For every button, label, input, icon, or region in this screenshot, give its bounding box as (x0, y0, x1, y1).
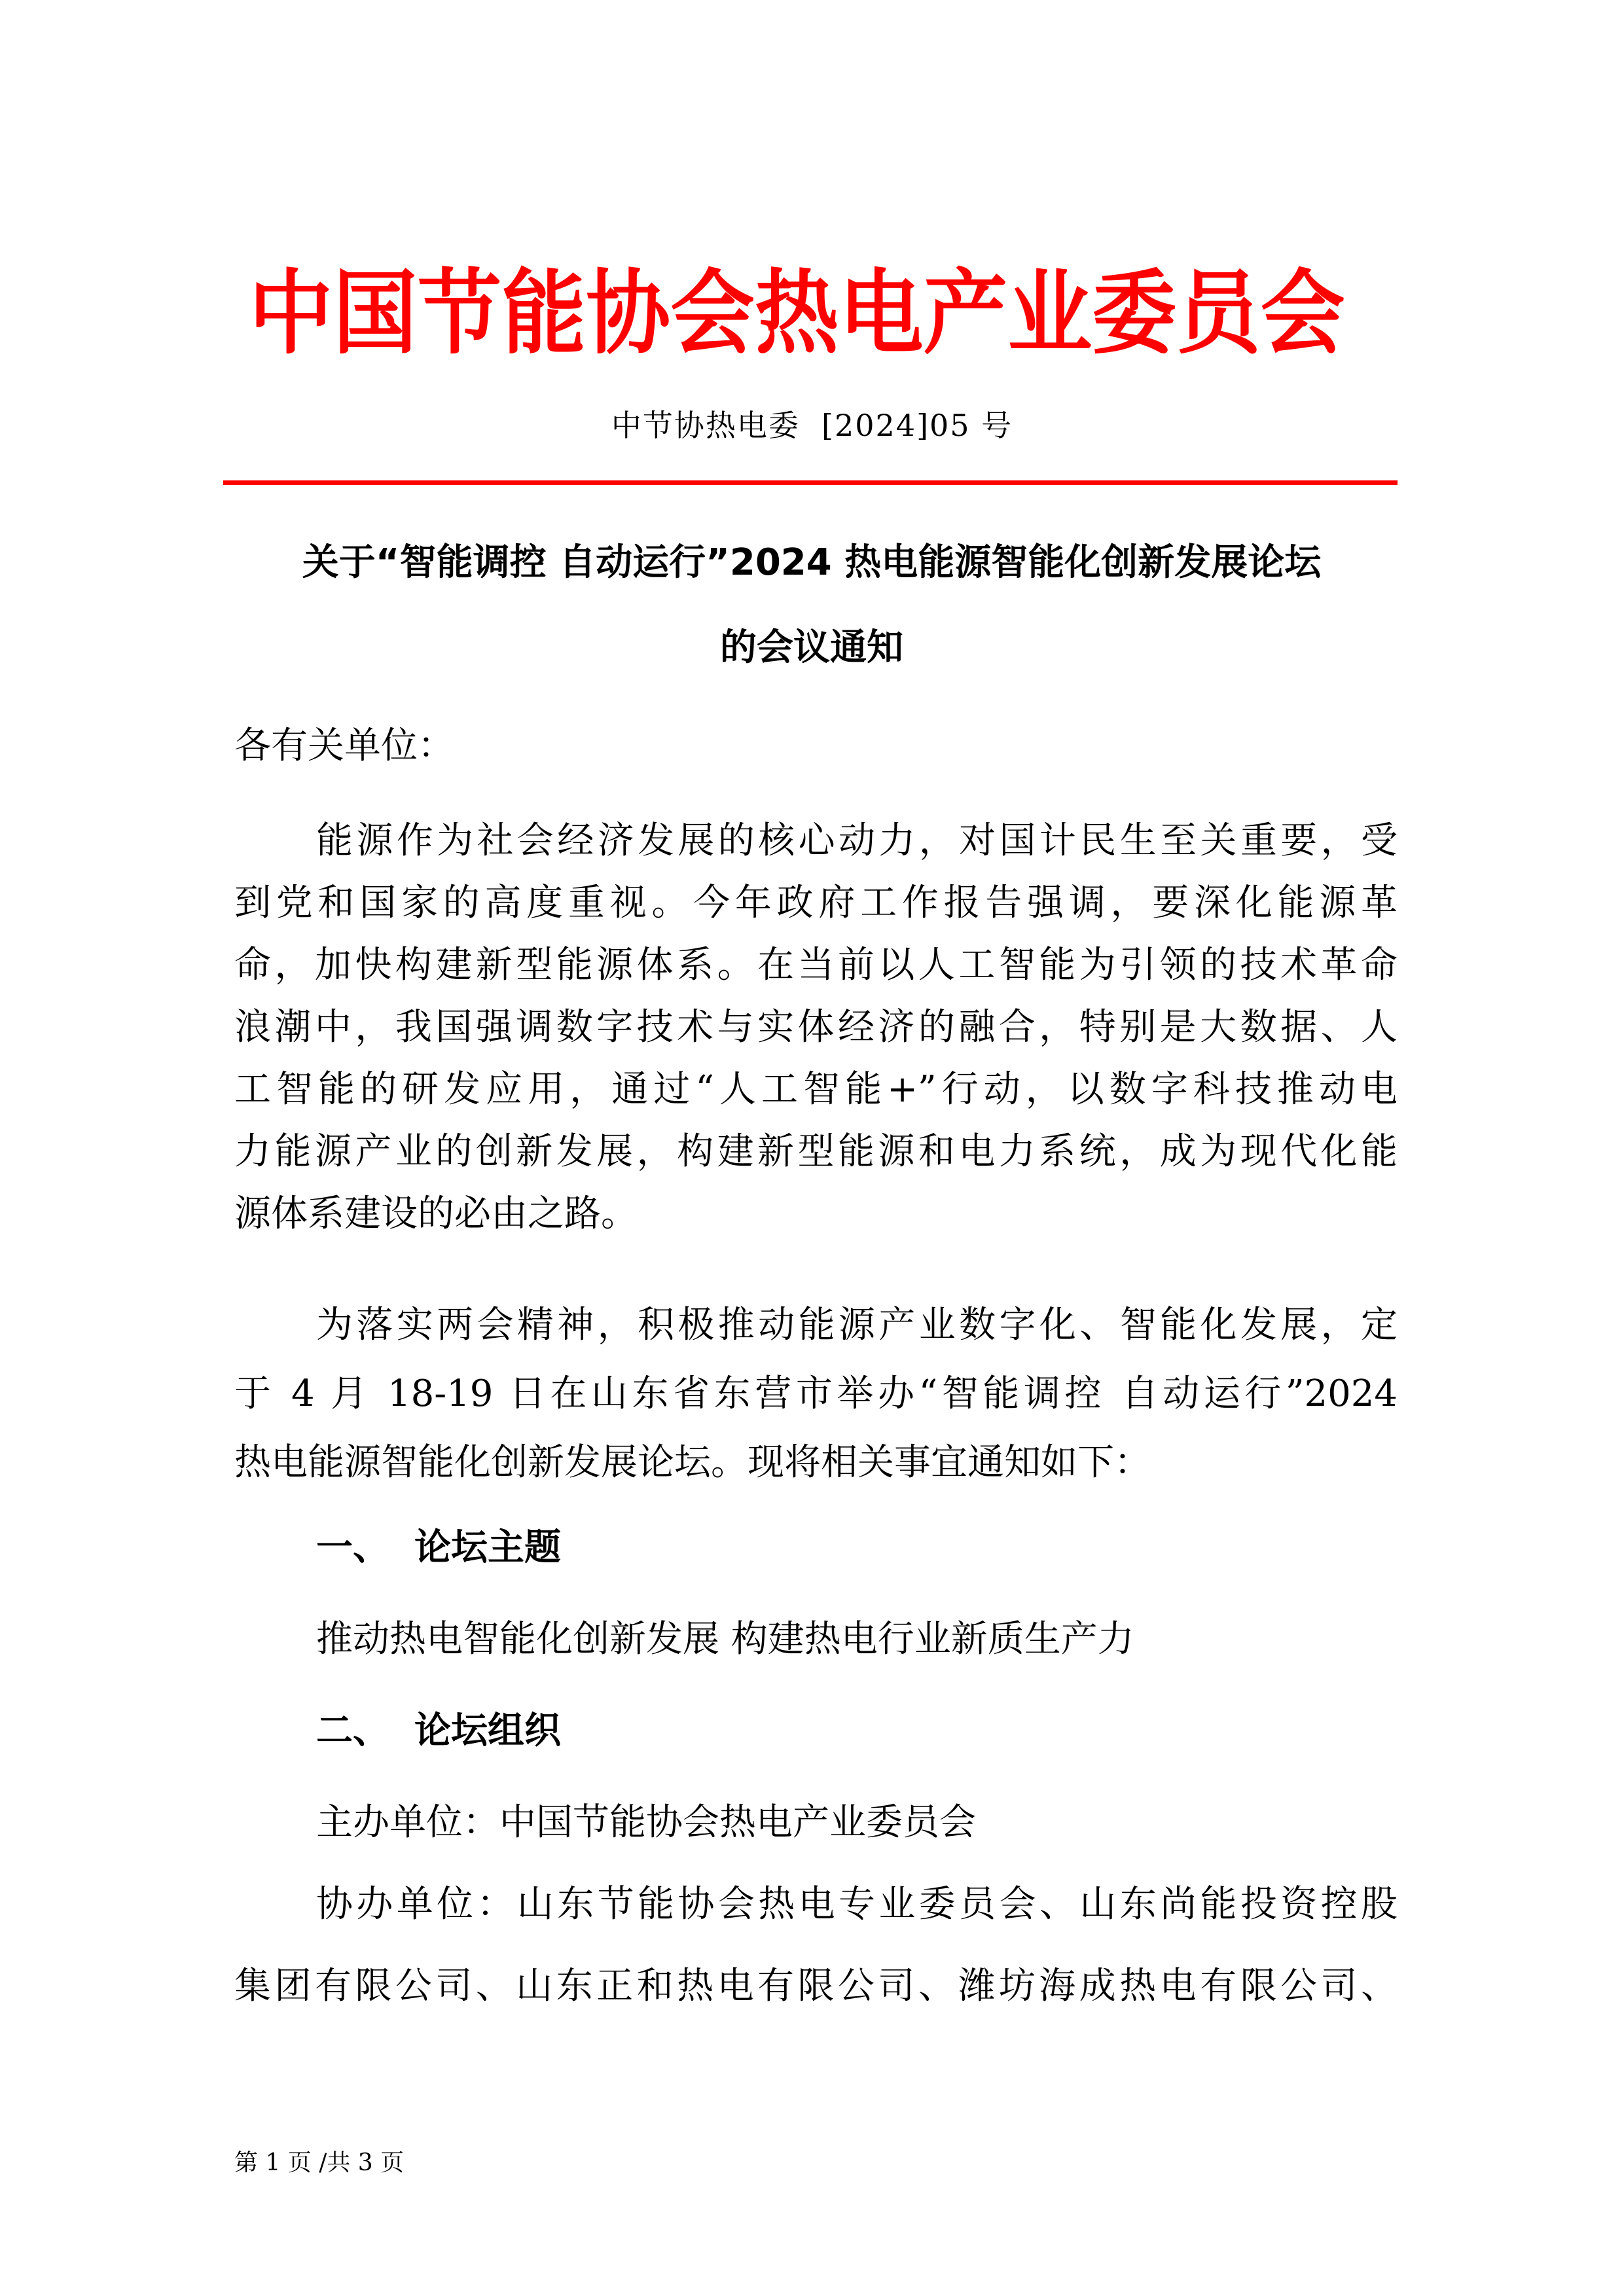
masthead-char: 员 (1176, 260, 1261, 367)
document-number: 中节协热电委 [2024]05 号 (611, 408, 1013, 443)
paragraph-1-line: 工智能的研发应用，通过“人工智能+”行动，以数字科技推动电 (234, 1068, 1398, 1111)
notice-title-line-1: 关于“智能调控 自动运行”2024 热电能源智能化创新发展论坛 (302, 541, 1322, 584)
masthead-char: 协 (586, 260, 671, 367)
section-title: 论坛组织 (414, 1710, 561, 1752)
section-number: 一、 (316, 1526, 389, 1569)
masthead-char: 业 (1007, 260, 1092, 367)
section-title: 论坛主题 (414, 1526, 561, 1569)
paragraph-1-line: 命，加快构建新型能源体系。在当前以人工智能为引领的技术革命 (234, 944, 1398, 986)
masthead-char: 电 (839, 260, 924, 367)
paragraph-2-line: 为落实两会精神，积极推动能源产业数字化、智能化发展，定 (316, 1304, 1398, 1346)
masthead-char: 委 (1092, 260, 1176, 367)
masthead-char: 能 (501, 260, 586, 367)
paragraph-1-line: 到党和国家的高度重视。今年政府工作报告强调，要深化能源革 (234, 882, 1398, 924)
masthead-char: 节 (417, 260, 502, 367)
co-organizers-line: 集团有限公司、山东正和热电有限公司、潍坊海成热电有限公司、 (234, 1965, 1398, 2007)
co-organizers-line: 协办单位：山东节能协会热电专业委员会、山东尚能投资控股 (316, 1883, 1398, 1926)
section-1-content: 推动热电智能化创新发展 构建热电行业新质生产力 (316, 1618, 1134, 1660)
paragraph-1-line: 浪潮中，我国强调数字技术与实体经济的融合，特别是大数据、人 (234, 1006, 1398, 1049)
masthead-char: 产 (923, 260, 1008, 367)
masthead-char: 中 (249, 260, 333, 367)
masthead-char: 会 (670, 260, 755, 367)
paragraph-2-line: 于 4 月 18-19 日在山东省东营市举办“智能调控 自动运行”2024 (234, 1372, 1398, 1415)
section-2-heading (316, 1708, 561, 1754)
masthead-char: 热 (754, 260, 839, 367)
masthead-char: 国 (333, 260, 418, 367)
page-indicator: 第 1 页 /共 3 页 (234, 2149, 405, 2176)
paragraph-1-line: 源体系建设的必由之路。 (234, 1193, 638, 1235)
organization-masthead (249, 260, 1345, 367)
host-organization: 主办单位：中国节能协会热电产业委员会 (316, 1801, 976, 1844)
paragraph-1-line: 力能源产业的创新发展，构建新型能源和电力系统，成为现代化能 (234, 1130, 1398, 1173)
masthead-char: 会 (1260, 260, 1345, 367)
notice-title-line-2: 的会议通知 (720, 626, 903, 669)
red-divider (223, 480, 1398, 485)
section-1-heading (316, 1525, 561, 1571)
paragraph-2-line: 热电能源智能化创新发展论坛。现将相关事宜通知如下： (234, 1441, 1151, 1484)
paragraph-1-line: 能源作为社会经济发展的核心动力，对国计民生至关重要，受 (316, 819, 1398, 862)
section-number: 二、 (316, 1710, 389, 1752)
salutation: 各有关单位： (234, 725, 454, 767)
